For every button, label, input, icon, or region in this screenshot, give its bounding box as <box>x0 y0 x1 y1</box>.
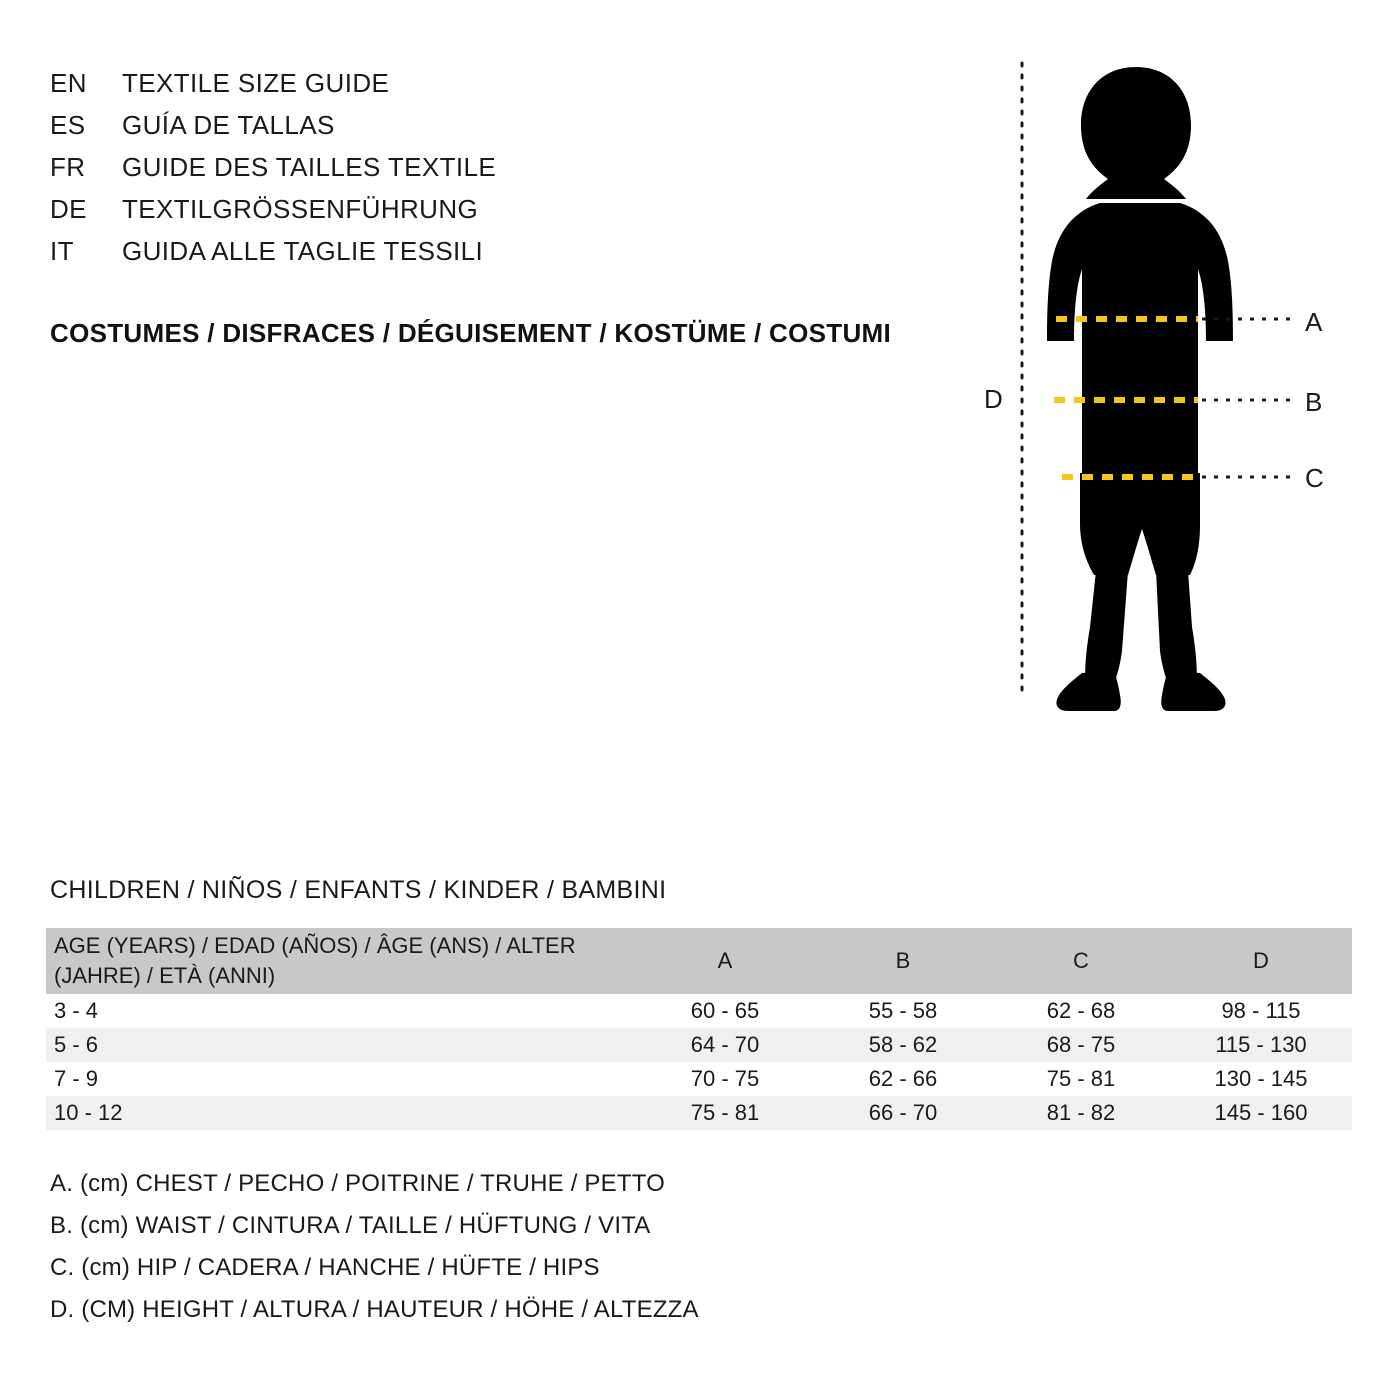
cell-chest: 70 - 75 <box>690 1066 760 1091</box>
cell-height: 115 - 130 <box>1215 1032 1307 1057</box>
table-header-row <box>46 928 1352 994</box>
cell-height: 130 - 145 <box>1214 1066 1308 1091</box>
language-code: IT <box>50 236 74 266</box>
table-row <box>46 994 1352 1028</box>
table-row <box>46 1062 1352 1096</box>
language-row <box>50 194 950 236</box>
marker-label-b: B <box>1305 387 1323 417</box>
language-code: ES <box>50 110 86 140</box>
cell-hip: 75 - 81 <box>1046 1066 1116 1091</box>
language-title: GUIDE DES TAILLES TEXTILE <box>122 152 497 182</box>
table-header-b: B <box>895 948 911 973</box>
children-section-title: CHILDREN / NIÑOS / ENFANTS / KINDER / BAMBINI <box>50 876 667 904</box>
size-table <box>46 928 1352 1130</box>
cell-hip: 81 - 82 <box>1046 1100 1116 1125</box>
legend-row-b: B. (cm) WAIST / CINTURA / TAILLE / HÜFTUNG / VITA <box>50 1212 651 1239</box>
table-row <box>46 1096 1352 1130</box>
cell-waist: 55 - 58 <box>868 998 938 1023</box>
language-row <box>50 68 950 110</box>
cell-chest: 60 - 65 <box>690 998 760 1023</box>
cell-hip: 68 - 75 <box>1046 1032 1116 1057</box>
cell-age: 7 - 9 <box>54 1066 99 1091</box>
cell-waist: 66 - 70 <box>868 1100 938 1125</box>
cell-waist: 58 - 62 <box>868 1032 938 1057</box>
child-silhouette-svg <box>950 55 1370 715</box>
language-code: FR <box>50 152 86 182</box>
table-header-c: C <box>1073 948 1089 973</box>
cell-hip: 62 - 68 <box>1046 998 1116 1023</box>
legend-row-a: A. (cm) CHEST / PECHO / POITRINE / TRUHE / PETTO <box>50 1170 666 1197</box>
measurement-figure <box>950 55 1370 715</box>
table-header-a: A <box>717 948 733 973</box>
cell-height: 145 - 160 <box>1214 1100 1308 1125</box>
silhouette-body <box>1047 67 1233 711</box>
costumes-subtitle: COSTUMES / DISFRACES / DÉGUISEMENT / KOSTÜME / COSTUMI <box>50 318 892 348</box>
cell-chest: 64 - 70 <box>690 1032 760 1057</box>
language-title: GUÍA DE TALLAS <box>122 110 335 140</box>
language-title: TEXTILE SIZE GUIDE <box>122 68 390 98</box>
marker-label-c: C <box>1305 463 1324 493</box>
legend-row-d: D. (CM) HEIGHT / ALTURA / HAUTEUR / HÖHE / ALTEZZA <box>50 1296 699 1323</box>
table-row <box>46 1028 1352 1062</box>
cell-chest: 75 - 81 <box>690 1100 760 1125</box>
table-header-d: D <box>1253 948 1269 973</box>
cell-height: 98 - 115 <box>1221 998 1301 1023</box>
table-header-age: AGE (YEARS) / EDAD (AÑOS) / ÂGE (ANS) / ALTER (JAHRE) / ETÀ (ANNI) <box>54 933 576 988</box>
legend-row-c: C. (cm) HIP / CADERA / HANCHE / HÜFTE / HIPS <box>50 1254 600 1281</box>
cell-age: 5 - 6 <box>54 1032 99 1057</box>
cell-age: 3 - 4 <box>54 998 99 1023</box>
cell-waist: 62 - 66 <box>868 1066 938 1091</box>
language-row <box>50 152 950 194</box>
marker-label-d: D <box>984 384 1003 414</box>
language-title-list <box>50 68 950 278</box>
cell-age: 10 - 12 <box>54 1100 123 1125</box>
language-code: DE <box>50 194 87 224</box>
language-code: EN <box>50 68 87 98</box>
measurement-legend <box>50 1163 1250 1331</box>
language-title: TEXTILGRÖSSENFÜHRUNG <box>122 194 479 224</box>
language-row <box>50 236 950 278</box>
marker-label-a: A <box>1305 307 1323 337</box>
language-row <box>50 110 950 152</box>
language-title: GUIDA ALLE TAGLIE TESSILI <box>122 236 484 266</box>
